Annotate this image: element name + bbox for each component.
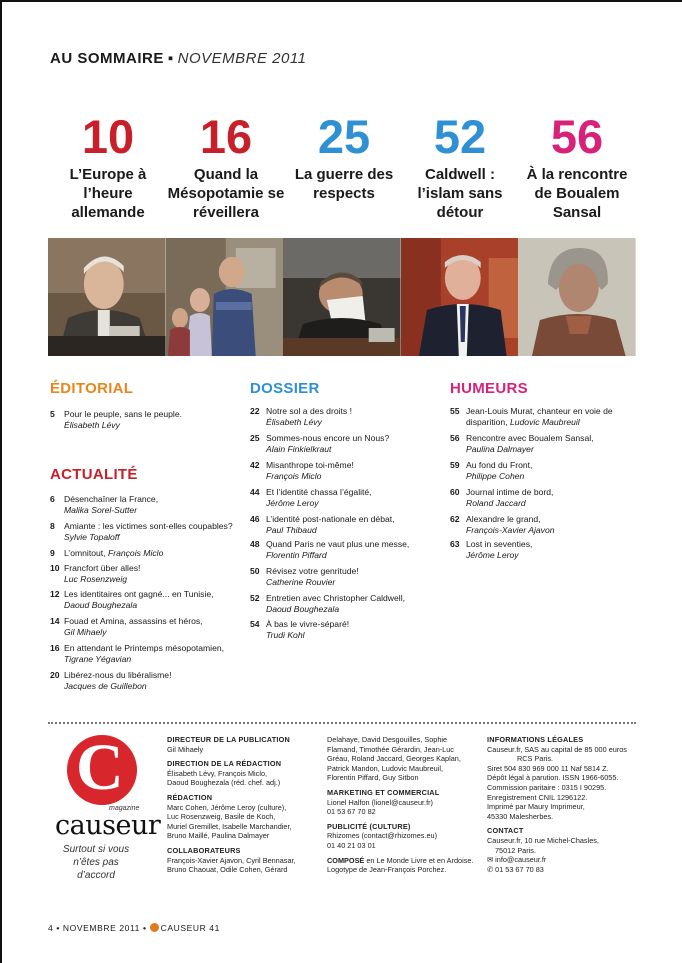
credit-line: Enregistrement CNIL 1296122. [487, 792, 588, 802]
toc-entry[interactable] [250, 514, 440, 536]
entry-author: Tigrane Yégavian [64, 654, 132, 664]
toc-entry[interactable] [250, 406, 440, 428]
entry-title: L’omnitout, [64, 548, 106, 558]
credit-line: Causeur.fr, SAS au capital de 85 000 euros [487, 744, 627, 754]
footer-page-number: 4 [48, 923, 54, 933]
entry-title: Quand Paris ne vaut plus une messe, [266, 539, 410, 549]
credit-line: 45330 Malesherbes. [487, 811, 554, 821]
entry-author: François Miclo [107, 548, 164, 558]
credit-line: Daoud Boughezala (réd. chef. adj.) [167, 778, 281, 788]
toc-entry[interactable] [50, 616, 236, 638]
entry-page-number: 60 [450, 487, 460, 497]
credit-line: Bruno Chaouat, Odile Cohen, Gérard [167, 865, 288, 875]
feature-sansal[interactable] [518, 112, 636, 222]
toc-entry[interactable] [450, 539, 638, 561]
feature-page-number: 16 [199, 110, 253, 163]
logo-magazine-label: magazine [109, 805, 140, 812]
entry-title: L’identité post-nationale en débat, [266, 514, 395, 524]
credit-heading: PUBLICITÉ (CULTURE) [327, 821, 411, 831]
toc-entry[interactable] [450, 487, 638, 509]
toc-entry[interactable] [50, 670, 236, 692]
credit-line: Bruno Maillé, Paulina Dalmayer [167, 831, 270, 841]
feature-title: Quand la Mésopotamie se réveillera [167, 166, 285, 221]
entry-page-number: 59 [450, 460, 460, 470]
entry-page-number: 22 [250, 406, 260, 416]
entry-page-number: 42 [250, 460, 260, 470]
logo-letter: C [76, 731, 124, 804]
entry-page-number: 5 [50, 409, 55, 419]
credit-line: Marc Cohen, Jérôme Leroy (culture), [167, 802, 287, 812]
toc-entry[interactable] [450, 406, 638, 428]
entry-page-number: 10 [50, 563, 60, 573]
entry-page-number: 16 [50, 643, 60, 653]
toc-entry[interactable] [50, 643, 236, 665]
entry-page-number: 50 [250, 566, 260, 576]
entry-page-number: 8 [50, 521, 55, 531]
entry-author: Alain Finkielkraut [266, 444, 332, 454]
feature-page-number: 25 [317, 110, 371, 163]
credit-line: RCS Paris. [517, 754, 554, 764]
toc-entry[interactable] [450, 433, 638, 455]
header-separator: ▪ [167, 50, 174, 67]
toc-entry[interactable] [50, 521, 236, 543]
entry-page-number: 55 [450, 406, 460, 416]
credit-line: Dépôt légal à parution. ISSN 1966-6055. [487, 773, 619, 783]
feature-title: La guerre des respects [294, 166, 394, 202]
entry-author: Florentin Piffard [266, 550, 327, 560]
credit-line: Gréau, Roland Jaccard, Georges Kaplan, [327, 754, 461, 764]
credit-heading: DIRECTION DE LA RÉDACTION [167, 759, 282, 769]
entry-title: Jean-Louis Murat, chanteur en voie de disparition, [466, 406, 613, 427]
credit-line: Patrick Mandon, Ludovic Maubreuil, [327, 763, 443, 773]
entry-author: Paul Thibaud [266, 525, 317, 535]
section-heading-editorial: ÉDITORIAL [50, 380, 134, 397]
logo-slogan: Surtout si vous n’êtes pas d’accord [62, 844, 130, 881]
entry-title: Alexandre le grand, [466, 514, 541, 524]
header-title: AU SOMMAIRE [50, 50, 164, 67]
credit-line: en Le Monde Livre et en Ardoise. [366, 855, 474, 865]
feature-title: À la rencontre de Boualem Sansal [526, 166, 628, 221]
entry-page-number: 14 [50, 616, 60, 626]
credit-line: Gil Mihaely [167, 744, 204, 754]
footer-month: NOVEMBRE 2011 [62, 923, 140, 933]
credit-line: Imprimé par Maury Imprimeur, [487, 802, 585, 812]
entry-page-number: 63 [450, 539, 460, 549]
entry-author: Paulina Dalmayer [466, 444, 534, 454]
credit-heading: MARKETING ET COMMERCIAL [327, 787, 440, 797]
photo-man-in-suit-red-backdrop[interactable] [401, 238, 519, 356]
entry-title: Pour le peuple, sans le peuple. [64, 409, 183, 419]
feature-caldwell[interactable] [401, 112, 519, 222]
credit-line: 01 40 21 03 01 [327, 840, 376, 850]
feature-page-number: 56 [550, 110, 604, 163]
entry-page-number: 56 [450, 433, 460, 443]
entry-page-number: 48 [250, 539, 260, 549]
entry-author: Élisabeth Lévy [64, 420, 120, 430]
photo-man-grey-hair[interactable] [518, 238, 636, 356]
toc-entry[interactable] [250, 593, 440, 615]
credit-line: 75012 Paris. [495, 845, 536, 855]
entry-title: En attendant le Printemps mésopotamien, [64, 643, 225, 653]
feature-mesopotamie[interactable] [167, 112, 285, 222]
causeur-logo[interactable] [55, 731, 161, 841]
entry-title: Entretien avec Christopher Caldwell, [266, 593, 405, 603]
credit-line: Siret 504 830 969 000 11 Naf 5814 Z. [487, 763, 609, 773]
entry-page-number: 62 [450, 514, 460, 524]
entry-page-number: 54 [250, 619, 260, 629]
photo-children-street[interactable] [166, 238, 284, 356]
toc-entry[interactable] [50, 589, 236, 611]
toc-entry[interactable] [50, 494, 236, 516]
entry-page-number: 52 [250, 593, 260, 603]
entry-author: Élisabeth Lévy [266, 417, 322, 427]
feature-respects[interactable] [285, 112, 403, 203]
credit-line: Lionel Halfon (lionel@causeur.fr) [327, 797, 433, 807]
toc-entry[interactable] [250, 433, 440, 455]
credit-heading: COLLABORATEURS [167, 845, 241, 855]
entry-title: Amiante : les victimes sont-elles coupables? [64, 521, 233, 531]
entry-author: Trudi Kohl [266, 630, 305, 640]
credit-line: Flamand, Timothée Gérardin, Jean-Luc [327, 744, 454, 754]
entry-title: Désenchaîner la France, [64, 494, 159, 504]
feature-title: L’Europe à l’heure allemande [69, 166, 147, 221]
credit-line: Logotype de Jean-François Porchez. [327, 865, 447, 875]
credit-line: Élisabeth Lévy, François Miclo, [167, 768, 268, 778]
entry-title: Et l’identité chassa l’égalité, [266, 487, 372, 497]
entry-title: Libérez-nous du libéralisme! [64, 670, 172, 680]
credit-heading: COMPOSÉ [327, 855, 365, 865]
credit-line: Muriel Gremillet, Isabelle Marchandier, [167, 821, 292, 831]
credit-line: Florentin Piffard, Guy Sitbon [327, 773, 419, 783]
entry-title: Révisez votre genritude! [266, 566, 359, 576]
entry-author: Daoud Boughezala [64, 600, 138, 610]
entry-page-number: 46 [250, 514, 260, 524]
entry-author: Philippe Cohen [466, 471, 525, 481]
entry-title: Francfort über alles! [64, 563, 141, 573]
entry-author: Ludovic Maubreuil [509, 417, 580, 427]
entry-page-number: 25 [250, 433, 260, 443]
entry-title: Au fond du Front, [466, 460, 533, 470]
toc-entry[interactable] [50, 563, 236, 585]
toc-entry[interactable] [50, 409, 230, 431]
photo-elderly-man-speaking[interactable] [48, 238, 166, 356]
toc-entry[interactable] [50, 548, 236, 559]
toc-entry[interactable] [250, 487, 440, 509]
credit-heading: RÉDACTION [167, 792, 213, 802]
entry-author: Gil Mihaely [64, 627, 107, 637]
credit-line: Commission paritaire : 0315 I 90295. [487, 782, 607, 792]
entry-title: Journal intime de bord, [466, 487, 554, 497]
causeur-mini-logo-icon [150, 923, 159, 932]
dotted-divider [48, 722, 636, 724]
credit-heading: INFORMATIONS LÉGALES [487, 735, 584, 744]
entry-page-number: 12 [50, 589, 60, 599]
credit-line: Delahaye, David Desgouilles, Sophie [327, 735, 448, 744]
entry-title: Lost in seventies, [466, 539, 533, 549]
entry-author: François Miclo [266, 471, 322, 481]
entry-author: Catherine Rouvier [266, 577, 336, 587]
entry-title: Misanthrope toi-même! [266, 460, 354, 470]
entry-author: Jérôme Leroy [266, 498, 319, 508]
entry-title: Les identitaires ont gagné... en Tunisie, [64, 589, 214, 599]
entry-page-number: 9 [50, 548, 55, 558]
feature-europe[interactable] [49, 112, 167, 222]
feature-page-number: 10 [81, 110, 135, 163]
toc-entry[interactable] [250, 566, 440, 588]
entry-title: Fouad et Amina, assassins et héros, [64, 616, 203, 626]
toc-entry[interactable] [450, 514, 638, 536]
credit-line: Luc Rosenzweig, Basile de Koch, [167, 812, 276, 822]
entry-author: Malika Sorel-Sutter [64, 505, 138, 515]
credit-line: François-Xavier Ajavon, Cyril Bennasar, [167, 855, 296, 865]
credit-line: Rhizomes (contact@rhizomes.eu) [327, 831, 438, 841]
contact-phone: ✆ 01 53 67 70 83 [487, 864, 544, 874]
entry-author: Roland Jaccard [466, 498, 526, 508]
section-heading-actualite: ACTUALITÉ [50, 466, 138, 483]
entry-author: Luc Rosenzweig [64, 574, 128, 584]
entry-title: Notre sol a des droits ! [266, 406, 352, 416]
feature-title: Caldwell : l’islam sans détour [417, 166, 503, 221]
section-heading-humeurs: HUMEURS [450, 380, 528, 397]
feature-page-number: 52 [433, 110, 487, 163]
logo-circle [67, 731, 137, 805]
entry-author: Jacques de Guillebon [64, 681, 147, 691]
feature-photo-strip [48, 238, 636, 356]
credit-line: 01 53 67 70 82 [327, 807, 376, 817]
credit-heading: CONTACT [487, 826, 524, 836]
logo-wordmark: causeur [55, 810, 161, 841]
table-of-contents-header [50, 50, 306, 67]
toc-entry[interactable] [250, 619, 440, 641]
toc-entry[interactable] [450, 460, 638, 482]
entry-author: Daoud Boughezala [266, 604, 340, 614]
entry-page-number: 44 [250, 487, 260, 497]
entry-author: Jérôme Leroy [466, 550, 519, 560]
toc-entry[interactable] [250, 539, 440, 561]
contact-email[interactable]: ✉ info@causeur.fr [487, 855, 547, 865]
header-date: NOVEMBRE 2011 [177, 50, 307, 67]
entry-author: Sylvie Topaloff [64, 532, 120, 542]
entry-title: Rencontre avec Boualem Sansal, [466, 433, 594, 443]
entry-page-number: 6 [50, 494, 55, 504]
toc-entry[interactable] [250, 460, 440, 482]
credit-line: Causeur.fr, 10 rue Michel-Chasles, [487, 835, 599, 845]
section-heading-dossier: DOSSIER [250, 380, 320, 397]
credit-heading: DIRECTEUR DE LA PUBLICATION [167, 735, 290, 744]
entry-author: François-Xavier Ajavon [466, 525, 555, 535]
photo-man-with-handkerchief[interactable] [283, 238, 401, 356]
entry-title: Sommes-nous encore un Nous? [266, 433, 390, 443]
footer-magazine: CAUSEUR 41 [160, 923, 220, 933]
page-footer: 4 • NOVEMBRE 2011 • CAUSEUR 41 [48, 923, 220, 933]
credits-column-3 [487, 735, 637, 879]
credits-column-2 [327, 735, 482, 880]
credits-column-1 [167, 735, 323, 880]
entry-page-number: 20 [50, 670, 60, 680]
entry-title: À bas le vivre-séparé! [266, 619, 350, 629]
